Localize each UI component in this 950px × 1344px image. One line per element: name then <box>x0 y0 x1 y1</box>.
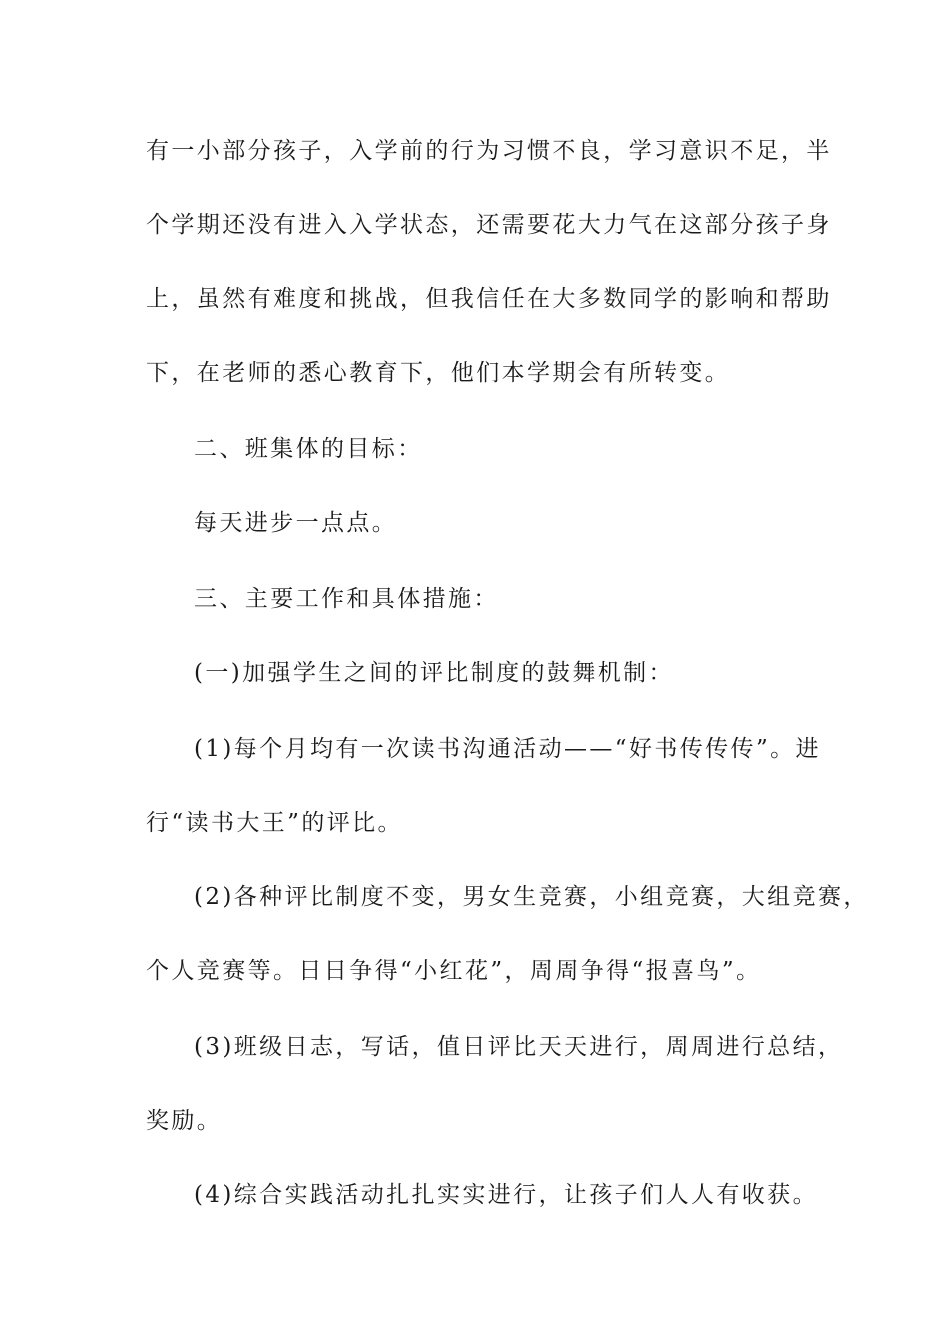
section-heading: 二、班集体的目标： <box>194 436 423 462</box>
paragraph-line: 下，在老师的悉心教育下，他们本学期会有所转变。 <box>146 360 731 386</box>
paragraph-line: 有一小部分孩子，入学前的行为习惯不良，学习意识不足，半 <box>146 138 832 164</box>
list-item-line: 行“读书大王”的评比。 <box>146 810 403 836</box>
section-heading: 三、主要工作和具体措施： <box>194 586 499 612</box>
list-item-line: 奖励。 <box>146 1108 223 1134</box>
paragraph-line: 每天进步一点点。 <box>194 510 398 536</box>
list-item-line: (1)每个月均有一次读书沟通活动——“好书传传传”。进 <box>194 736 821 762</box>
paragraph-line: 上，虽然有难度和挑战，但我信任在大多数同学的影响和帮助 <box>146 286 832 312</box>
paragraph-line: 个学期还没有进入入学状态，还需要花大力气在这部分孩子身 <box>146 212 832 238</box>
list-item-line: (4)综合实践活动扎扎实实进行，让孩子们人人有收获。 <box>194 1182 818 1208</box>
list-item-line: (3)班级日志，写话，值日评比天天进行，周周进行总结， <box>194 1034 844 1060</box>
list-item-line: 个人竞赛等。日日争得“小红花”，周周争得“报喜鸟”。 <box>146 958 762 984</box>
list-item-line: (2)各种评比制度不变，男女生竞赛，小组竞赛，大组竞赛， <box>194 884 869 910</box>
subsection-heading: (一)加强学生之间的评比制度的鼓舞机制： <box>194 660 674 686</box>
